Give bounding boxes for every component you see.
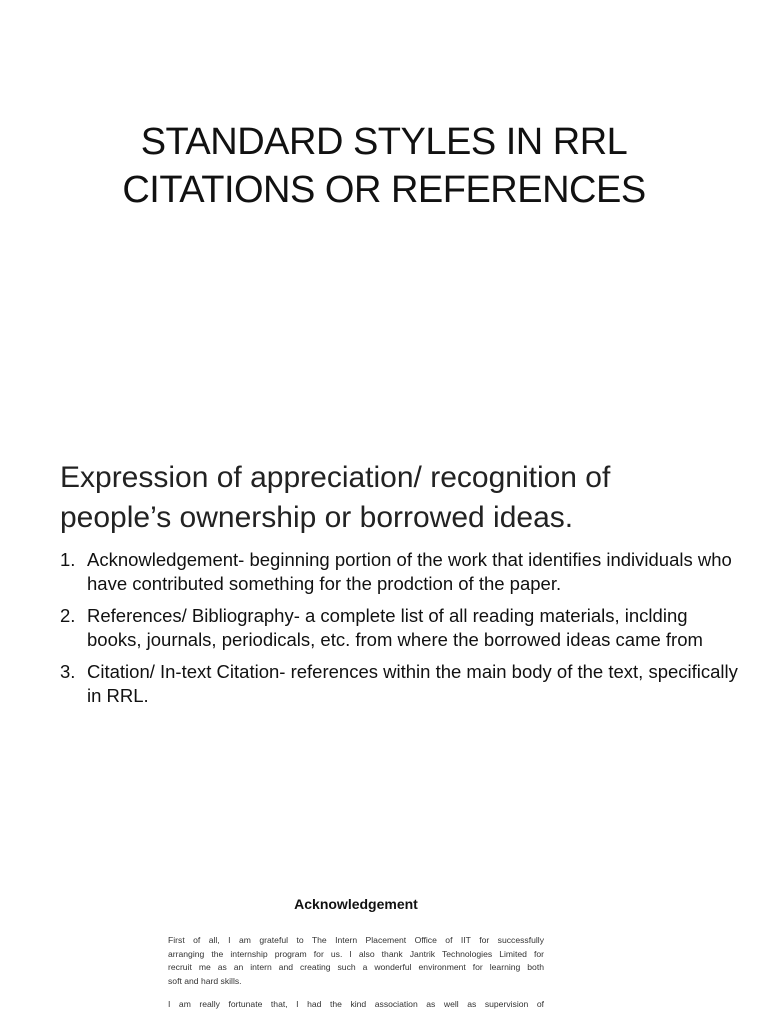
list-item-text: References/ Bibliography- a complete list of all reading materials, inclding books, journals, periodicals, etc. from where the borrowed ideas came from [87,605,703,650]
subheading-line-1: Expression of appreciation/ recognition of [60,461,611,494]
sample-document-paragraph-2 [168,998,544,1012]
sample-document-line: recruit me as an intern and creating such a wonderful environment for learning both [168,962,544,972]
sample-document-line: arranging the internship program for us. I also thank Jantrik Technologies Limited for [168,948,544,959]
list-item-text: Citation/ In-text Citation- references within the main body of the text, specifically in RRL. [87,661,738,706]
slide-title [0,118,768,214]
list-item-number: 2. [60,605,76,626]
list-item [60,548,740,596]
list-item-number: 3. [60,661,76,682]
sample-document-paragraph-1 [168,934,544,988]
subheading [60,458,740,538]
list-item [60,604,740,652]
list-item [60,660,740,708]
slide-title-line-1: STANDARD STYLES IN RRL [140,121,628,163]
sample-document-line: soft and hard skills. [168,975,242,986]
subheading-line-2: people’s ownership or borrowed ideas. [60,501,574,534]
sample-document-heading: Acknowledgement [294,896,418,912]
numbered-list [60,548,740,716]
list-item-number: 1. [60,549,76,570]
sample-document-line: I am really fortunate that, I had the kind association as well as supervision of [168,999,544,1009]
slide-title-line-2: CITATIONS OR REFERENCES [122,169,646,211]
list-item-text: Acknowledgement- beginning portion of the work that identifies individuals who have contributed something for the prodction of the paper. [87,549,732,594]
sample-acknowledgement-document [168,896,544,1024]
sample-document-line: First of all, I am grateful to The Intern Placement Office of IIT for successfully [168,935,544,945]
